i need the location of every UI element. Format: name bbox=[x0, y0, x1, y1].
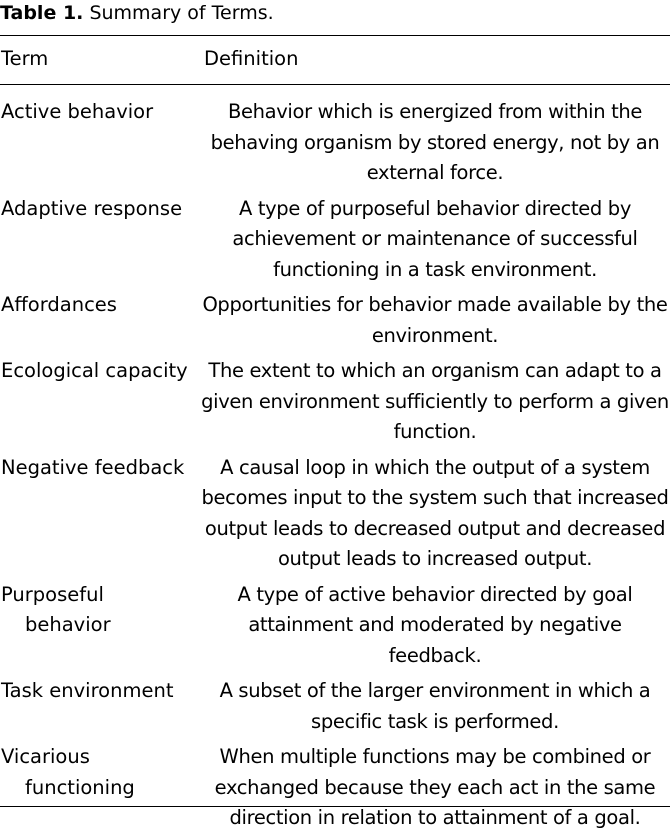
term-text: Active behavior bbox=[1, 100, 154, 123]
table-row bbox=[0, 580, 670, 672]
table-row bbox=[0, 742, 670, 834]
term-text: Negative feedback bbox=[1, 455, 185, 479]
definition-cell: A subset of the larger environment in which a specific task is performed. bbox=[219, 679, 651, 733]
definition-cell: The extent to which an organism can adapt to a given environment sufficiently to perform a given function. bbox=[201, 359, 669, 443]
term-text: Ecological capacity bbox=[1, 359, 188, 382]
term-cell bbox=[0, 453, 200, 484]
definition-cell: When multiple functions may be combined or exchanged because they each act in the same direction in relation to attainment of a goal. bbox=[214, 745, 656, 829]
term-text: Purposeful behavior bbox=[1, 582, 111, 636]
table-header-rule bbox=[0, 84, 670, 85]
table-caption-label: Table 1. bbox=[0, 2, 84, 24]
term-cell bbox=[0, 97, 200, 128]
term-text: Adaptive response bbox=[1, 196, 183, 220]
definition-cell: A type of purposeful behavior directed by achievement or maintenance of successful functioning in a task environment. bbox=[232, 196, 638, 281]
term-cell bbox=[0, 290, 200, 321]
term-text: Task environment bbox=[1, 679, 174, 702]
definition-cell: Opportunities for behavior made available by the environment. bbox=[202, 293, 668, 347]
definition-cell: A type of active behavior directed by goal attainment and moderated by negative feedback. bbox=[237, 582, 633, 667]
term-cell bbox=[0, 742, 200, 803]
term-cell bbox=[0, 676, 200, 707]
table-row bbox=[0, 290, 670, 351]
table-row bbox=[0, 453, 670, 575]
table-row bbox=[0, 676, 670, 737]
table-caption-title: Summary of Terms. bbox=[89, 2, 274, 24]
term-cell bbox=[0, 580, 200, 641]
table-row bbox=[0, 194, 670, 286]
term-text: Vicarious functioning bbox=[1, 745, 135, 799]
table-bottom-rule bbox=[0, 806, 670, 807]
table-row bbox=[0, 97, 670, 189]
table-top-rule bbox=[0, 35, 670, 36]
definition-cell: Behavior which is energized from within the behaving organism by stored energy, not by an external force. bbox=[210, 100, 660, 184]
term-cell bbox=[0, 356, 200, 387]
table-body bbox=[0, 97, 670, 839]
table-row bbox=[0, 356, 670, 448]
table-caption bbox=[0, 0, 274, 26]
term-cell bbox=[0, 194, 200, 225]
definition-cell: A causal loop in which the output of a system becomes input to the system such that increased output leads to decreased output and decreased output leads to increased output. bbox=[201, 455, 669, 570]
term-text: Affordances bbox=[1, 293, 117, 316]
column-header-definition: Definition bbox=[204, 47, 299, 70]
column-header-term: Term bbox=[1, 47, 49, 70]
